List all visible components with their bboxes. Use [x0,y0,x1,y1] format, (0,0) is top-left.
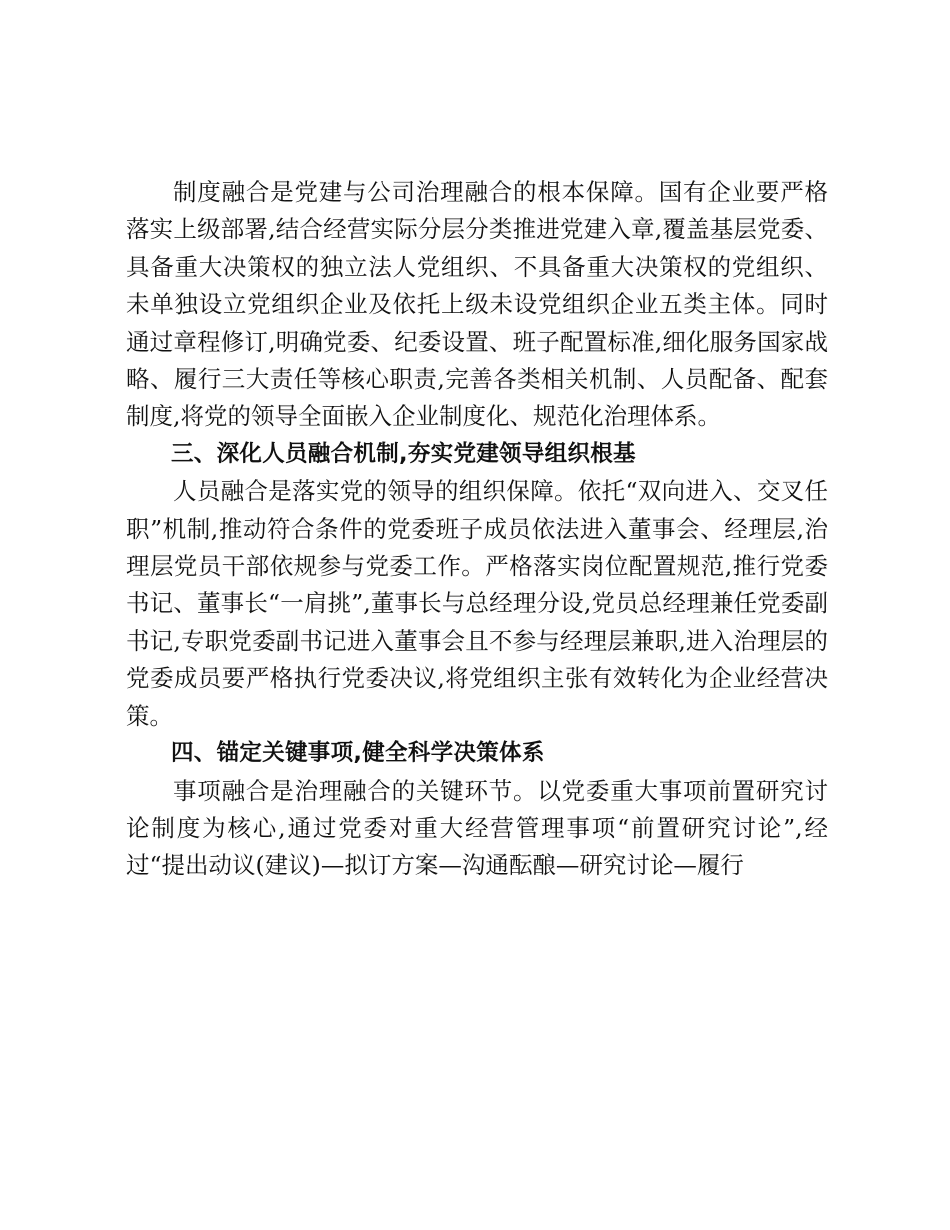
paragraph-personnel-integration: 人员融合是落实党的领导的组织保障。依托“双向进入、交叉任职”机制,推动符合条件的党委班子成员依法进入董事会、经理层,治理层党员干部依规参与党委工作。严格落实岗位配置规范,推行党委书记、董事长“一肩挑”,董事长与总经理分设,党员总经理兼任党委副书记,专职党委副书记进入董事会且不参与经理层兼职,进入治理层的党委成员要严格执行党委决议,将党组织主张有效转化为企业经营决策。 [126,477,828,730]
section-heading-4: 四、锚定关键事项,健全科学决策体系 [171,740,545,767]
document-body [126,174,828,885]
paragraph-matter-integration: 事项融合是治理融合的关键环节。以党委重大事项前置研究讨论制度为核心,通过党委对重大经营管理事项“前置研究讨论”,经过“提出动议(建议)—拟订方案—沟通酝酿—研究讨论—履行 [126,776,828,880]
section-heading-3: 三、深化人员融合机制,夯实党建领导组织根基 [171,440,636,467]
paragraph-institutional-integration: 制度融合是党建与公司治理融合的根本保障。国有企业要严格落实上级部署,结合经营实际分层分类推进党建入章,覆盖基层党委、具备重大决策权的独立法人党组织、不具备重大决策权的党组织、未单独设立党组织企业及依托上级未设党组织企业五类主体。同时通过章程修订,明确党委、纪委设置、班子配置标准,细化服务国家战略、履行三大责任等核心职责,完善各类相关机制、人员配备、配套制度,将党的领导全面嵌入企业制度化、规范化治理体系。 [126,178,828,431]
